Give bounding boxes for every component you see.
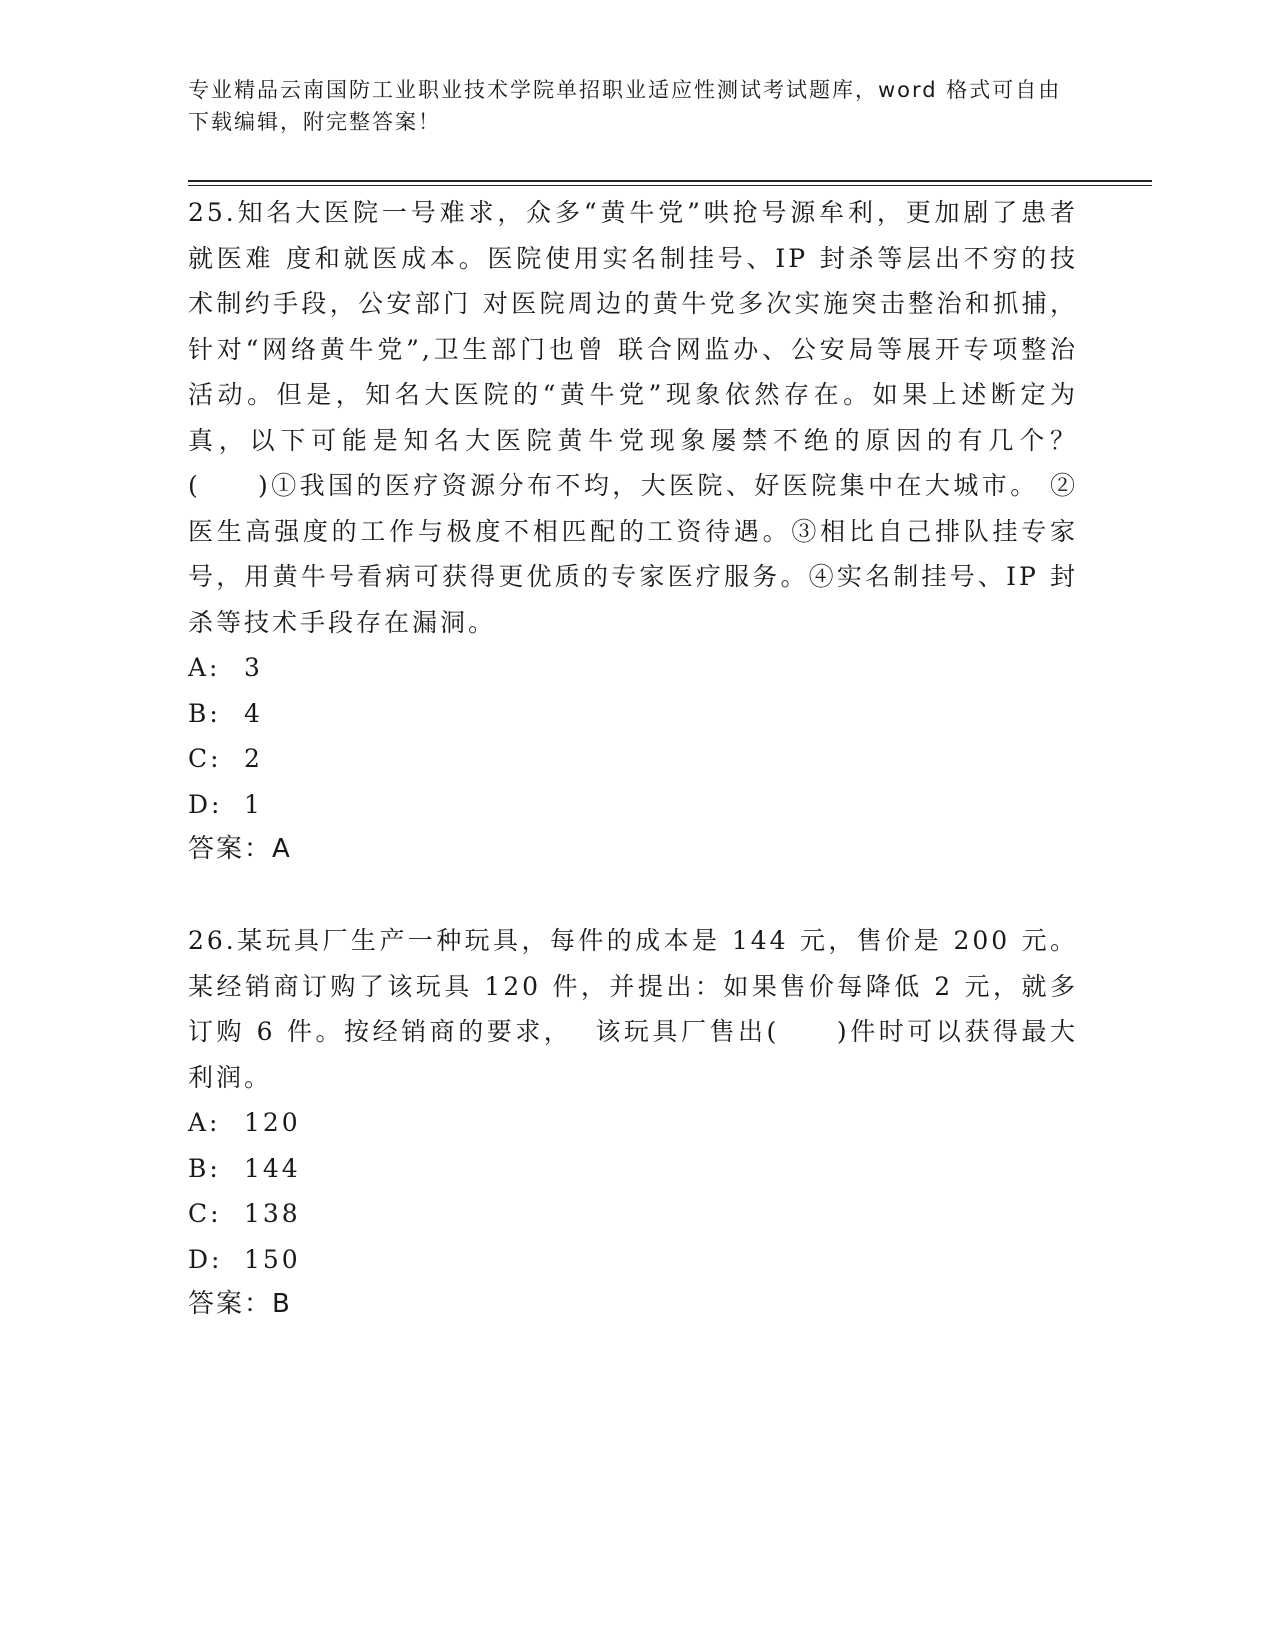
option-value: 4 — [244, 698, 263, 728]
option-value: 144 — [244, 1153, 301, 1183]
option-value: 150 — [244, 1244, 301, 1274]
option-b — [188, 1146, 1078, 1192]
option-d — [188, 1237, 1078, 1283]
option-letter: A: — [188, 1108, 221, 1137]
option-value: 120 — [244, 1108, 301, 1137]
option-letter: B: — [188, 698, 221, 728]
option-letter: C: — [188, 744, 222, 773]
option-a — [188, 1100, 1078, 1146]
question-stem: 25.知名大医院一号难求，众多“黄牛党”哄抢号源牟利，更加剧了患者就医难 度和就医成本。医院使用实名制挂号、IP 封杀等层出不穷的技术制约手段，公安部门 对医院周边的黄牛党多次实施突击整治和抓捕，针对“网络黄牛党”,卫生部门也曾 联合网监办、公安局等展开专项整治活动。但是，知名大医院的“黄牛党”现象依然存在。如果上述断定为真，以下可能是知名大医院黄牛党现象屡禁不绝的原因的有几个？( )①我国的医疗资源分布不均，大医院、好医院集中在大城市。 ②医生高强度的工作与极度不相匹配的工资待遇。③相比自己排队挂专家号，用黄牛号看病可获得更优质的专家医疗服务。④实名制挂号、IP 封杀等技术手段存在漏洞。 — [188, 198, 1078, 637]
answer-line: 答案：B — [188, 1289, 292, 1319]
option-value: 138 — [244, 1199, 301, 1228]
option-letter: D: — [188, 1244, 223, 1274]
question-stem: 26.某玩具厂生产一种玩具，每件的成本是 144 元，售价是 200 元。某经销商订购了该玩具 120 件，并提出：如果售价每降低 2 元，就多订购 6 件。按经销商的要求， 该玩具厂售出( )件时可以获得最大利润。 — [188, 926, 1078, 1092]
option-letter: D: — [188, 789, 223, 819]
option-letter: C: — [188, 1199, 222, 1228]
option-value: 1 — [244, 789, 263, 819]
option-value: 2 — [244, 744, 263, 773]
option-value: 3 — [244, 653, 263, 682]
question-26 — [188, 918, 1078, 1328]
question-25 — [188, 190, 1078, 873]
option-letter: B: — [188, 1153, 221, 1183]
page-header: 专业精品云南国防工业职业技术学院单招职业适应性测试考试题库，word 格式可自由下载编辑，附完整答案！ — [188, 78, 1062, 134]
option-a — [188, 645, 1078, 691]
option-c — [188, 1191, 1078, 1237]
header-divider-thin — [188, 185, 1152, 186]
answer-line: 答案：A — [188, 834, 292, 864]
header-divider — [188, 180, 1152, 182]
option-b — [188, 691, 1078, 737]
option-c — [188, 736, 1078, 782]
option-letter: A: — [188, 653, 221, 682]
option-d — [188, 782, 1078, 828]
